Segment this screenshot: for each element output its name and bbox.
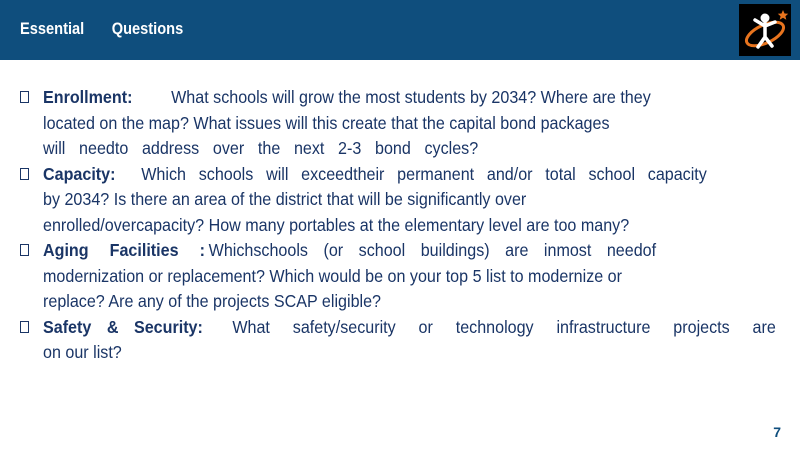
organization-logo-icon — [739, 4, 791, 56]
title-word-1: Essential — [20, 19, 85, 38]
bullet-text-line: enrolled/overcapacity? How many portables at the elementary level are too many? — [43, 214, 630, 235]
bullet-marker-icon — [20, 168, 29, 180]
bullet-marker-icon — [20, 91, 29, 103]
title-word-2: Questions — [111, 19, 184, 38]
slide-header — [0, 0, 800, 60]
bullet-enrollment — [20, 85, 780, 162]
slide-title — [20, 19, 183, 39]
bullet-text-line: Whichschools (or school buildings) are inmost needof — [208, 240, 657, 260]
bullet-text-line: What safety/security or technology infrastructure projects are — [232, 316, 776, 337]
bullet-text-line: on our list? — [43, 342, 122, 362]
bullet-text-line: located on the map? What issues will this create that the capital bond packages — [43, 112, 610, 133]
bullet-text-line: by 2034? Is there an area of the district that will be significantly over — [43, 189, 527, 209]
bullet-label: Enrollment: — [43, 87, 133, 107]
bullet-marker-icon — [20, 321, 29, 333]
bullet-label: Safety & Security: — [43, 316, 203, 337]
question-list — [20, 85, 780, 366]
bullet-text-line: replace? Are any of the projects SCAP eligible? — [43, 291, 382, 311]
bullet-text-line: will needto address over the next 2-3 bond cycles? — [43, 138, 479, 158]
bullet-aging-facilities — [20, 238, 780, 315]
bullet-label: Capacity: — [43, 163, 116, 184]
bullet-marker-icon — [20, 244, 29, 256]
bullet-safety-security — [20, 315, 780, 366]
bullet-text-line: What schools will grow the most students by 2034? Where are they — [171, 87, 651, 107]
bullet-text-line: Which schools will exceedtheir permanent and/or total school capacity — [141, 163, 707, 184]
page-number: 7 — [773, 424, 781, 440]
bullet-capacity — [20, 162, 780, 239]
bullet-label: Aging Facilities : — [43, 240, 205, 260]
bullet-text-line: modernization or replacement? Which would be on your top 5 list to modernize or — [43, 265, 623, 286]
